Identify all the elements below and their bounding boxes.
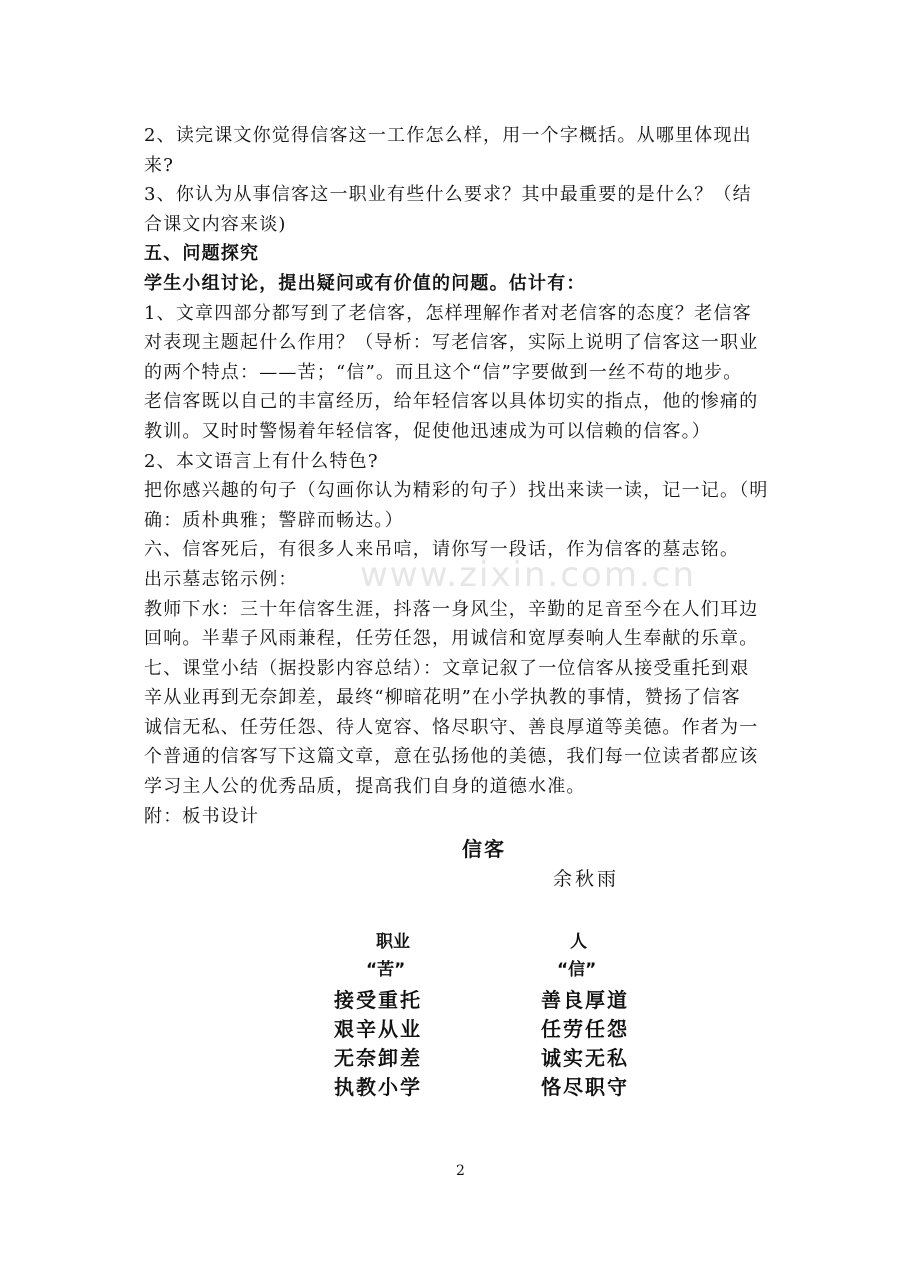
board-left-item: 接受重托 bbox=[334, 988, 422, 1012]
text-line: 教训。又时时警惕着年轻信客，促使他迅速成为可以信赖的信客。） bbox=[144, 420, 711, 442]
text-line: 学习主人公的优秀品质，提高我们自身的道德水准。 bbox=[144, 776, 586, 798]
board-left-item: 艰辛从业 bbox=[334, 1017, 422, 1041]
text-line: 3、你认为从事信客这一职业有些什么要求？其中最重要的是什么？（结 bbox=[144, 184, 752, 206]
text-line: 的两个特点：——苦；“信”。而且这个“信”字要做到一丝不苟的地步。 bbox=[144, 361, 743, 383]
text-line: 2、本文语言上有什么特色? bbox=[144, 450, 379, 472]
text-line: 六、信客死后，有很多人来吊唁，请你写一段话，作为信客的墓志铭。 bbox=[144, 539, 740, 561]
text-line: 个普通的信客写下这篇文章，意在弘扬他的美德，我们每一位读者都应该 bbox=[144, 746, 759, 768]
board-left-item: 无奈卸差 bbox=[334, 1046, 422, 1070]
text-line: 回响。半辈子风雨兼程，任劳任怨，用诚信和宽厚奏响人生奉献的乐章。 bbox=[144, 628, 759, 650]
text-line: 2、读完课文你觉得信客这一工作怎么样，用一个字概括。从哪里体现出 bbox=[144, 125, 752, 146]
text-line: 出示墓志铭示例： bbox=[144, 568, 298, 590]
text-line: 老信客既以自己的丰富经历，给年轻信客以具体切实的指点，他的惨痛的 bbox=[144, 391, 759, 413]
page-number: 2 bbox=[456, 1163, 465, 1179]
text-line: 对表现主题起什么作用？（导析：写老信客，实际上说明了信客这一职业 bbox=[144, 332, 759, 354]
text-line: 合课文内容来谈) bbox=[144, 213, 287, 235]
board-right-quote: “信” bbox=[557, 960, 597, 980]
watermark: www.zixin.com.cn bbox=[360, 555, 696, 595]
text-line: 把你感兴趣的句子（勾画你认为精彩的句子）找出来读一读，记一记。（明 bbox=[144, 480, 769, 502]
board-right-heading: 人 bbox=[570, 932, 587, 952]
board-left-heading: 职业 bbox=[376, 932, 410, 952]
text-line: 七、课堂小结（据投影内容总结）：文章记叙了一位信客从接受重托到艰 bbox=[144, 657, 750, 679]
text-line: 来? bbox=[144, 154, 175, 176]
text-line: 五、问题探究 bbox=[144, 243, 260, 265]
board-right-item: 善良厚道 bbox=[541, 988, 629, 1012]
text-line: 附：板书设计 bbox=[144, 805, 260, 827]
text-line: 1、文章四部分都写到了老信客，怎样理解作者对老信客的态度？老信客 bbox=[144, 302, 752, 324]
text-line: 辛从业再到无奈卸差，最终“柳暗花明”在小学执教的事情，赞扬了信客 bbox=[144, 687, 741, 709]
board-author: 余秋雨 bbox=[553, 868, 620, 890]
board-right-item: 恪尽职守 bbox=[541, 1075, 629, 1099]
text-line: 确：质朴典雅；警辟而畅达。） bbox=[144, 509, 404, 531]
board-right-item: 任劳任怨 bbox=[541, 1017, 629, 1041]
board-left-quote: “苦” bbox=[366, 960, 406, 980]
text-line: 学生小组讨论，提出疑问或有价值的问题。估计有： bbox=[144, 272, 586, 294]
text-line: 教师下水：三十年信客生涯，抖落一身风尘，辛勤的足音至今在人们耳边 bbox=[144, 598, 759, 620]
board-right-item: 诚实无私 bbox=[541, 1046, 629, 1070]
body-text bbox=[144, 121, 780, 831]
board-title: 信客 bbox=[462, 837, 506, 861]
text-line: 诚信无私、任劳任怨、待人宽容、恪尽职守、善良厚道等美德。作者为一 bbox=[144, 716, 759, 738]
board-left-item: 执教小学 bbox=[334, 1075, 422, 1099]
